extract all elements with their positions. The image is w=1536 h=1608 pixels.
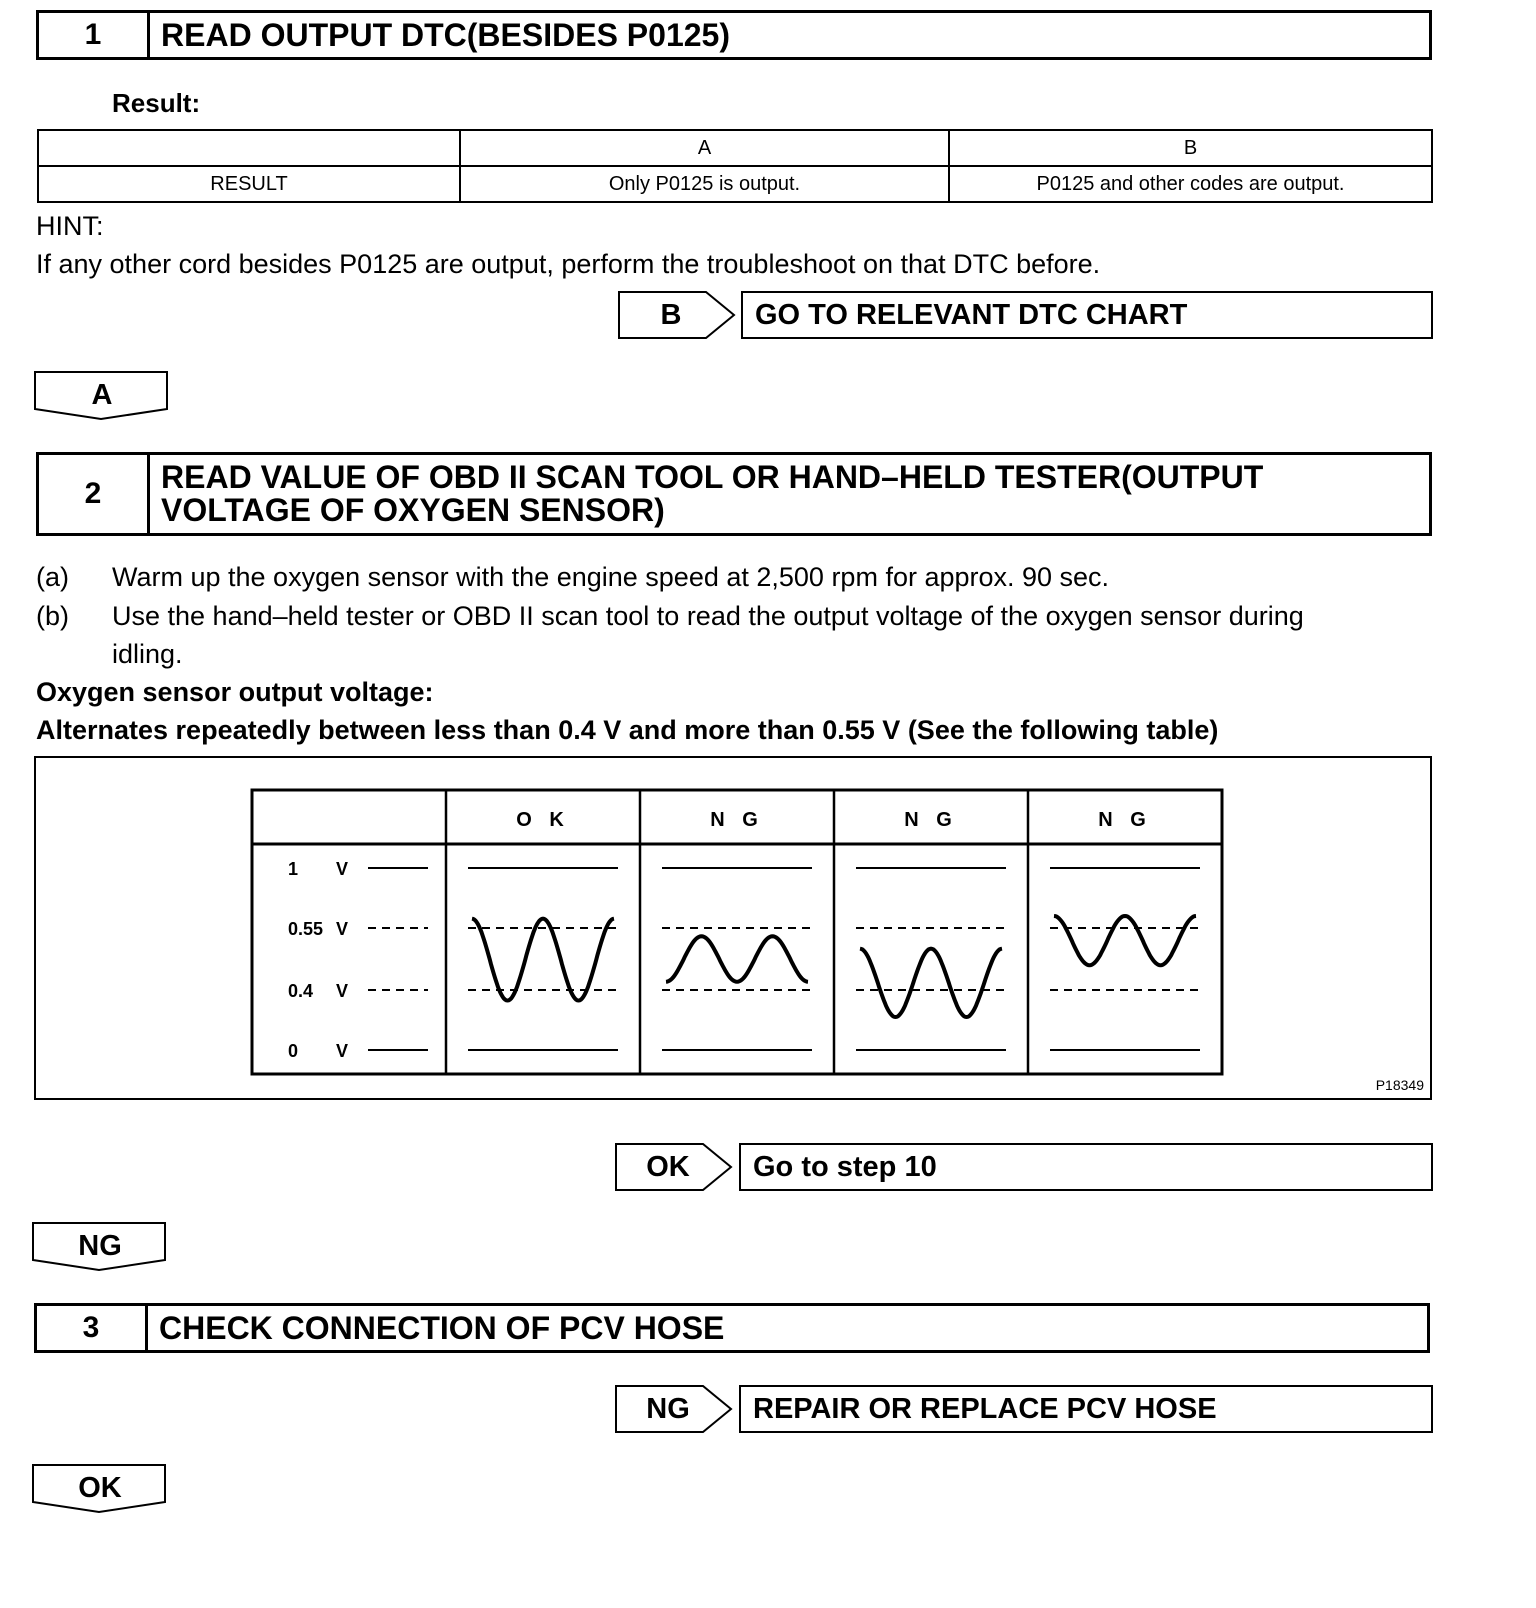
item-marker: (b): [36, 601, 69, 631]
branch-destination: REPAIR OR REPLACE PCV HOSE: [739, 1385, 1433, 1433]
voltage-chart-frame: [34, 756, 1432, 1100]
chart-column-header: N G: [904, 809, 958, 831]
step-title: CHECK CONNECTION OF PCV HOSE: [159, 1309, 725, 1346]
branch-tag-label: OK: [646, 1151, 690, 1183]
table-row: [38, 130, 1432, 166]
table-cell: A: [460, 130, 949, 166]
continue-tag-a[interactable]: [34, 371, 170, 421]
step-number: 1: [39, 13, 150, 57]
spec-value: Alternates repeatedly between less than 0.4 V and more than 0.55 V (See the following table): [36, 715, 1219, 745]
voltage-unit-label: V: [336, 859, 349, 879]
spec-label: Oxygen sensor output voltage:: [36, 677, 434, 707]
figure-id: P18349: [1375, 1077, 1424, 1093]
voltage-tick-label: 0.4: [288, 981, 314, 1001]
step-title-line: VOLTAGE OF OXYGEN SENSOR): [161, 492, 665, 528]
table-cell: P0125 and other codes are output.: [949, 166, 1432, 202]
continue-tag-ok[interactable]: [32, 1464, 168, 1514]
result-label: Result:: [112, 88, 201, 118]
continue-tag-label: A: [91, 379, 113, 411]
step-2-header: [36, 452, 1432, 536]
result-table: [37, 129, 1433, 203]
hint-label: HINT:: [36, 211, 104, 241]
branch-ng[interactable]: [615, 1385, 1433, 1433]
branch-destination: GO TO RELEVANT DTC CHART: [741, 291, 1433, 339]
continue-tag-ng[interactable]: [32, 1222, 168, 1272]
table-cell: [38, 130, 460, 166]
voltage-unit-label: V: [336, 981, 349, 1001]
chart-column-header: N G: [710, 809, 764, 831]
step-number: 2: [39, 455, 150, 533]
branch-destination: Go to step 10: [739, 1143, 1433, 1191]
sensor-waveform: [860, 949, 1002, 1017]
item-text: Use the hand–held tester or OBD II scan tool to read the output voltage of the oxygen sensor during: [112, 601, 1304, 631]
hint-text: If any other cord besides P0125 are output, perform the troubleshoot on that DTC before.: [36, 249, 1101, 279]
item-text: idling.: [112, 639, 183, 669]
step-title: [161, 455, 1419, 533]
step-number: 3: [37, 1306, 148, 1350]
sensor-waveform: [1054, 916, 1196, 965]
sensor-waveform: [666, 936, 808, 981]
table-cell: RESULT: [38, 166, 460, 202]
sensor-waveform: [472, 919, 614, 1001]
table-cell: B: [949, 130, 1432, 166]
voltage-unit-label: V: [336, 1041, 349, 1061]
step-title-line: READ VALUE OF OBD II SCAN TOOL OR HAND–HELD TESTER(OUTPUT: [161, 459, 1264, 495]
voltage-tick-label: 1: [288, 859, 299, 879]
table-cell: Only P0125 is output.: [460, 166, 949, 202]
item-marker: (a): [36, 562, 69, 592]
step-title: READ OUTPUT DTC(BESIDES P0125): [161, 16, 730, 53]
branch-tag-label: B: [660, 299, 682, 331]
voltage-tick-label: 0.55: [288, 919, 324, 939]
chart-grid-border: [252, 790, 1222, 1074]
chart-column-header: O K: [516, 809, 570, 831]
voltage-unit-label: V: [336, 919, 349, 939]
branch-ok[interactable]: [615, 1143, 1433, 1191]
step-3-header: [34, 1303, 1430, 1353]
voltage-chart: [36, 758, 1430, 1098]
chart-column-header: N G: [1098, 809, 1152, 831]
continue-tag-label: OK: [78, 1472, 122, 1504]
branch-b[interactable]: [618, 291, 1433, 339]
table-row: [38, 166, 1432, 202]
branch-tag-label: NG: [646, 1393, 690, 1425]
voltage-tick-label: 0: [288, 1041, 299, 1061]
step-1-header: [36, 10, 1432, 60]
continue-tag-label: NG: [78, 1230, 122, 1262]
item-text: Warm up the oxygen sensor with the engine speed at 2,500 rpm for approx. 90 sec.: [112, 562, 1110, 592]
